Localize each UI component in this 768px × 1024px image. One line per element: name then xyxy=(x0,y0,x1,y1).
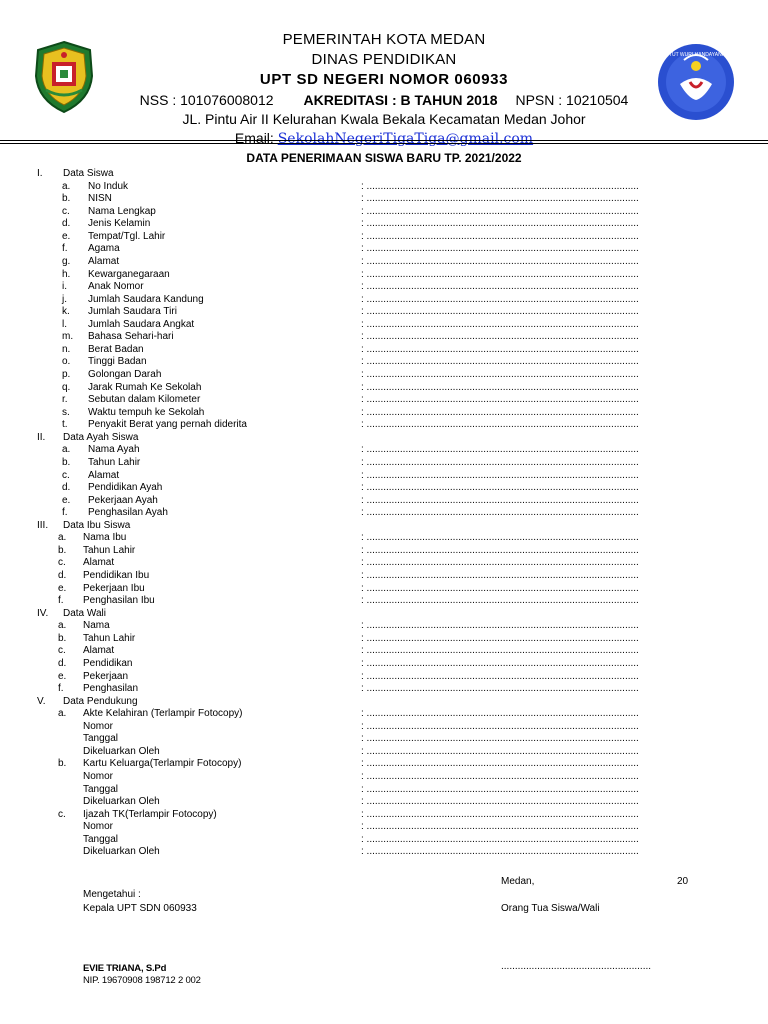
field-letter: i. xyxy=(62,281,67,293)
section-row xyxy=(0,608,768,621)
form-field-row xyxy=(0,583,768,596)
form-field-row xyxy=(0,683,768,696)
field-fill-line[interactable]: : .................................................................................................. xyxy=(361,419,639,431)
field-fill-line[interactable]: : .................................................................................................. xyxy=(361,180,639,192)
form-field-row xyxy=(0,356,768,369)
school-name: UPT SD NEGERI NOMOR 060933 xyxy=(259,71,509,88)
accreditation: AKREDITASI : B TAHUN 2018 xyxy=(303,92,498,108)
form-field-row xyxy=(0,846,768,859)
form-field-row xyxy=(0,269,768,282)
document-title: DATA PENERIMAAN SISWA BARU TP. 2021/2022 xyxy=(246,151,522,165)
field-label: Alamat xyxy=(88,469,120,481)
field-fill-line[interactable]: : .................................................................................................. xyxy=(361,771,639,782)
field-letter: c. xyxy=(58,557,66,569)
field-fill-line[interactable]: : .................................................................................................. xyxy=(361,808,639,820)
field-label: Kartu Keluarga(Terlampir Fotocopy) xyxy=(83,758,242,770)
form-field-row xyxy=(0,595,768,608)
field-fill-line[interactable]: : .................................................................................................. xyxy=(361,595,639,607)
field-fill-line[interactable]: : .................................................................................................. xyxy=(361,469,639,481)
form-field-row xyxy=(0,193,768,206)
field-label: Dikeluarkan Oleh xyxy=(83,796,160,808)
field-label: Jumlah Saudara Angkat xyxy=(88,318,195,330)
field-letter: f. xyxy=(58,683,64,695)
form-field-row xyxy=(0,620,768,633)
field-label: Tempat/Tgl. Lahir xyxy=(88,230,166,242)
field-label: Pendidikan Ayah xyxy=(88,482,163,494)
field-fill-line[interactable]: : .................................................................................................. xyxy=(361,444,639,456)
field-letter: f. xyxy=(62,507,68,519)
field-label: Penghasilan Ayah xyxy=(88,507,168,519)
form-field-row xyxy=(0,633,768,646)
principal-name: EVIE TRIANA, S.Pd xyxy=(83,963,167,974)
sign-place: Medan, xyxy=(501,876,535,887)
field-label: Pekerjaan xyxy=(83,670,129,682)
field-label: Nama Ayah xyxy=(88,444,140,456)
field-label: Dikeluarkan Oleh xyxy=(83,745,160,757)
field-fill-line[interactable]: : .................................................................................................. xyxy=(361,708,639,720)
header-divider-bottom xyxy=(0,143,768,144)
field-fill-line[interactable]: : .................................................................................................. xyxy=(361,796,639,808)
field-label: Nomor xyxy=(83,771,114,782)
field-fill-line[interactable]: : .................................................................................................. xyxy=(361,783,639,795)
field-label: Agama xyxy=(88,243,120,255)
field-letter: s. xyxy=(62,406,70,418)
field-fill-line[interactable]: : .................................................................................................. xyxy=(361,557,639,569)
field-fill-line[interactable]: : .................................................................................................. xyxy=(361,532,639,544)
field-letter: e. xyxy=(62,230,71,242)
form-field-row xyxy=(0,671,768,684)
field-label: Anak Nomor xyxy=(88,281,144,293)
form-field-row xyxy=(0,834,768,847)
field-fill-line[interactable]: : .................................................................................................. xyxy=(361,833,639,845)
field-fill-line[interactable]: : .................................................................................................. xyxy=(361,657,639,669)
field-label: Penghasilan Ibu xyxy=(83,595,155,607)
field-fill-line[interactable]: : .................................................................................................. xyxy=(361,406,639,418)
form-field-row xyxy=(0,457,768,470)
form-field-row xyxy=(0,181,768,194)
form-field-row xyxy=(0,482,768,495)
field-label: Pekerjaan Ibu xyxy=(83,582,145,594)
field-letter: g. xyxy=(62,255,71,267)
field-letter: h. xyxy=(62,268,71,280)
field-label: Ijazah TK(Terlampir Fotocopy) xyxy=(83,808,217,820)
field-fill-line[interactable]: : .................................................................................................. xyxy=(361,821,639,833)
section-row xyxy=(0,432,768,445)
field-fill-line[interactable]: : .................................................................................................. xyxy=(361,456,639,468)
field-label: Alamat xyxy=(83,645,115,657)
section-title: Data Wali xyxy=(63,607,106,619)
field-letter: b. xyxy=(58,758,67,770)
field-letter: m. xyxy=(62,331,74,343)
principal-nip: NIP. 19670908 198712 2 002 xyxy=(83,975,201,986)
field-letter: d. xyxy=(62,482,71,494)
form-field-row xyxy=(0,570,768,583)
form-field-row xyxy=(0,733,768,746)
form-field-row xyxy=(0,645,768,658)
npsn: NPSN : 10210504 xyxy=(515,92,629,108)
field-label: Berat Badan xyxy=(88,343,144,355)
section-row xyxy=(0,520,768,533)
field-letter: l. xyxy=(62,318,67,330)
field-fill-line[interactable]: : .................................................................................................. xyxy=(361,720,639,732)
school-email-line xyxy=(0,129,768,148)
form-field-row xyxy=(0,821,768,834)
field-fill-line[interactable]: : .................................................................................................. xyxy=(361,331,639,343)
sign-year: 20 xyxy=(677,876,689,887)
field-label: Golongan Darah xyxy=(88,369,162,380)
government-name: PEMERINTAH KOTA MEDAN xyxy=(282,31,486,48)
section-title: Data Ibu Siswa xyxy=(63,519,131,531)
field-letter: c. xyxy=(62,205,70,217)
field-letter: a. xyxy=(58,708,67,720)
field-letter: e. xyxy=(62,494,71,506)
section-number: IV. xyxy=(37,607,49,619)
section-number: III. xyxy=(37,519,49,531)
field-fill-line[interactable]: : .................................................................................................. xyxy=(361,243,639,255)
section-number: V. xyxy=(37,695,46,707)
field-label: Tahun Lahir xyxy=(83,632,136,644)
field-fill-line[interactable]: : .................................................................................................. xyxy=(361,255,639,267)
form-field-row xyxy=(0,331,768,344)
field-letter: j. xyxy=(62,293,67,305)
field-letter: t. xyxy=(62,419,68,431)
field-letter: e. xyxy=(58,582,67,594)
form-field-row xyxy=(0,256,768,269)
form-field-row xyxy=(0,470,768,483)
form-field-row xyxy=(0,243,768,256)
field-fill-line[interactable]: : .................................................................................................. xyxy=(361,193,639,205)
field-letter: q. xyxy=(62,381,71,393)
field-fill-line[interactable]: : .................................................................................................. xyxy=(361,205,639,217)
form-field-row xyxy=(0,809,768,822)
field-letter: d. xyxy=(58,570,67,581)
field-letter: c. xyxy=(62,469,70,481)
field-letter: a. xyxy=(58,532,67,544)
form-field-row xyxy=(0,306,768,319)
field-fill-line[interactable]: : .................................................................................................. xyxy=(361,544,639,556)
field-label: Penyakit Berat yang pernah diderita xyxy=(88,419,247,431)
field-label: Tinggi Badan xyxy=(88,356,147,368)
section-row xyxy=(0,696,768,709)
email-label: Email: xyxy=(234,130,274,146)
field-letter: b. xyxy=(62,193,71,205)
form-field-row xyxy=(0,532,768,545)
form-field-row xyxy=(0,294,768,307)
field-fill-line[interactable]: : .................................................................................................. xyxy=(361,670,639,682)
field-label: Jumlah Saudara Kandung xyxy=(88,293,204,305)
section-number: I. xyxy=(37,168,43,179)
field-label: Jarak Rumah Ke Sekolah xyxy=(88,381,202,393)
form-field-row xyxy=(0,319,768,332)
field-label: Kewarganegaraan xyxy=(88,268,170,280)
field-fill-line[interactable]: : .................................................................................................. xyxy=(361,369,639,380)
field-letter: p. xyxy=(62,369,71,380)
field-label: Nomor xyxy=(83,821,114,833)
form-field-row xyxy=(0,218,768,231)
field-label: Nama Ibu xyxy=(83,532,127,544)
field-fill-line[interactable]: : .................................................................................................. xyxy=(361,733,639,745)
email-link[interactable]: SekolahNegeriTigaTiga@gmail.com xyxy=(277,131,534,147)
field-fill-line[interactable]: : .................................................................................................. xyxy=(361,381,639,393)
form-field-row xyxy=(0,394,768,407)
form-field-row xyxy=(0,344,768,357)
field-letter: n. xyxy=(62,343,71,355)
school-address: JL. Pintu Air II Kelurahan Kwala Bekala Kecamatan Medan Johor xyxy=(182,111,586,127)
field-label: Pendidikan xyxy=(83,657,133,669)
department-name: DINAS PENDIDIKAN xyxy=(311,51,457,68)
section-number: II. xyxy=(37,431,46,443)
field-label: Nama Lengkap xyxy=(88,205,156,217)
section-title: Data Ayah Siswa xyxy=(63,431,139,443)
field-letter: b. xyxy=(58,632,67,644)
parent-title: Orang Tua Siswa/Wali xyxy=(501,903,600,914)
form-field-row xyxy=(0,206,768,219)
form-field-row xyxy=(0,784,768,797)
field-label: Tanggal xyxy=(83,733,119,745)
field-label: No Induk xyxy=(88,180,129,192)
form-field-row xyxy=(0,281,768,294)
logo-text: TUT WURI HANDAYANI xyxy=(668,52,724,58)
form-field-row xyxy=(0,369,768,382)
field-fill-line[interactable]: : .................................................................................................. xyxy=(361,846,639,858)
field-fill-line[interactable]: : .................................................................................................. xyxy=(361,268,639,280)
field-letter: d. xyxy=(62,218,71,230)
field-fill-line[interactable]: : .................................................................................................. xyxy=(361,218,639,230)
field-label: Jenis Kelamin xyxy=(88,218,151,230)
field-letter: f. xyxy=(58,595,64,607)
form-field-row xyxy=(0,444,768,457)
form-field-row xyxy=(0,796,768,809)
field-letter: k. xyxy=(62,306,70,318)
field-letter: a. xyxy=(58,620,67,632)
field-fill-line[interactable]: : .................................................................................................. xyxy=(361,281,639,293)
school-ids xyxy=(0,90,768,110)
field-label: Tanggal xyxy=(83,833,119,845)
acknowledged-label: Mengetahui : xyxy=(83,889,141,900)
header-divider-top xyxy=(0,140,768,141)
field-fill-line[interactable]: : .................................................................................................. xyxy=(361,745,639,757)
field-fill-line[interactable]: : .................................................................................................. xyxy=(361,230,639,242)
form-field-row xyxy=(0,495,768,508)
field-label: Pekerjaan Ayah xyxy=(88,494,158,506)
principal-title: Kepala UPT SDN 060933 xyxy=(83,903,197,914)
form-field-row xyxy=(0,419,768,432)
field-label: Nomor xyxy=(83,720,114,732)
field-label: Dikeluarkan Oleh xyxy=(83,846,160,858)
field-fill-line[interactable]: : .................................................................................................. xyxy=(361,570,639,581)
field-letter: b. xyxy=(58,544,67,556)
form-field-row xyxy=(0,407,768,420)
field-label: Akte Kelahiran (Terlampir Fotocopy) xyxy=(83,708,243,720)
field-fill-line[interactable]: : .................................................................................................. xyxy=(361,758,639,770)
parent-signature-line: ...................................................... xyxy=(501,961,652,972)
section-title: Data Pendukung xyxy=(63,695,138,707)
field-label: Penghasilan xyxy=(83,683,139,695)
field-letter: a. xyxy=(62,180,71,192)
field-label: Sebutan dalam Kilometer xyxy=(88,394,201,406)
form-field-row xyxy=(0,231,768,244)
field-label: Tanggal xyxy=(83,783,119,795)
field-fill-line[interactable]: : .................................................................................................. xyxy=(361,645,639,657)
field-letter: d. xyxy=(58,657,67,669)
form-field-row xyxy=(0,721,768,734)
field-letter: o. xyxy=(62,356,71,368)
field-label: NISN xyxy=(88,193,112,205)
form-field-row xyxy=(0,658,768,671)
form-field-row xyxy=(0,545,768,558)
field-label: Jumlah Saudara Tiri xyxy=(88,306,177,318)
field-fill-line[interactable]: : .................................................................................................. xyxy=(361,306,639,318)
field-label: Waktu tempuh ke Sekolah xyxy=(88,406,205,418)
field-fill-line[interactable]: : .................................................................................................. xyxy=(361,394,639,406)
field-fill-line[interactable]: : .................................................................................................. xyxy=(361,482,639,494)
field-fill-line[interactable]: : .................................................................................................. xyxy=(361,356,639,368)
field-label: Nama xyxy=(83,620,110,632)
registration-form xyxy=(0,168,768,859)
field-letter: r. xyxy=(62,394,68,406)
field-fill-line[interactable]: : .................................................................................................. xyxy=(361,293,639,305)
field-label: Alamat xyxy=(88,255,120,267)
section-row xyxy=(0,168,768,181)
field-letter: f. xyxy=(62,243,68,255)
field-label: Tahun Lahir xyxy=(83,544,136,556)
field-letter: a. xyxy=(62,444,71,456)
field-letter: b. xyxy=(62,456,71,468)
field-label: Bahasa Sehari-hari xyxy=(88,331,174,343)
form-field-row xyxy=(0,771,768,784)
letterhead xyxy=(0,30,768,148)
form-field-row xyxy=(0,557,768,570)
form-field-row xyxy=(0,382,768,395)
field-fill-line[interactable]: : .................................................................................................. xyxy=(361,494,639,506)
field-fill-line[interactable]: : .................................................................................................. xyxy=(361,318,639,330)
nss: NSS : 101076008012 xyxy=(139,92,274,108)
field-letter: c. xyxy=(58,808,66,820)
form-field-row xyxy=(0,708,768,721)
field-label: Alamat xyxy=(83,557,115,569)
field-fill-line[interactable]: : .................................................................................................. xyxy=(361,683,639,695)
field-label: Tahun Lahir xyxy=(88,456,141,468)
field-fill-line[interactable]: : .................................................................................................. xyxy=(361,620,639,632)
field-letter: c. xyxy=(58,645,66,657)
field-label: Pendidikan Ibu xyxy=(83,570,150,581)
field-fill-line[interactable]: : .................................................................................................. xyxy=(361,343,639,355)
form-field-row xyxy=(0,758,768,771)
field-letter: e. xyxy=(58,670,67,682)
form-field-row xyxy=(0,507,768,520)
section-title: Data Siswa xyxy=(63,168,114,179)
field-fill-line[interactable]: : .................................................................................................. xyxy=(361,632,639,644)
field-fill-line[interactable]: : .................................................................................................. xyxy=(361,582,639,594)
form-field-row xyxy=(0,746,768,759)
field-fill-line[interactable]: : .................................................................................................. xyxy=(361,507,639,519)
